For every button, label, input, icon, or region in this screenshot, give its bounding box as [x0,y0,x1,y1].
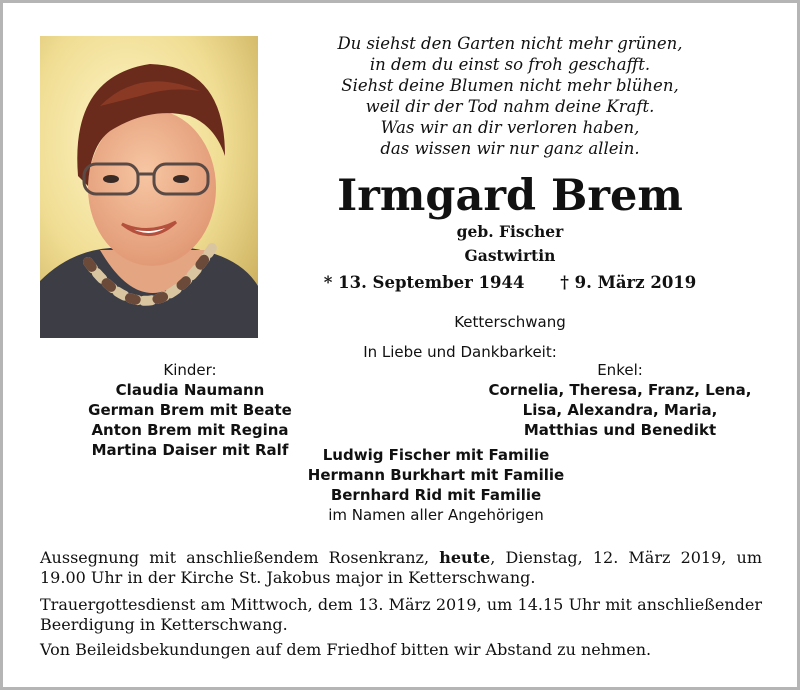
occupation: Gastwirtin [464,246,556,265]
child-name: Claudia Naumann [115,381,265,399]
grandchildren-line: Lisa, Alexandra, Maria, [522,401,718,419]
poem-line: in dem du einst so froh geschafft. [369,55,651,74]
poem-line: Siehst deine Blumen nicht mehr blühen, [341,76,679,95]
grandchildren-label: Enkel: [597,361,643,379]
child-name: Martina Daiser mit Ralf [91,441,289,459]
poem-line: weil dir der Tod nahm deine Kraft. [365,97,655,116]
grandchildren-block [460,360,780,440]
family-line: Ludwig Fischer mit Familie [322,446,550,464]
maiden-name: geb. Fischer [456,222,564,241]
family-line: Bernhard Rid mit Familie [330,486,542,504]
poem-line: das wissen wir nur ganz allein. [380,139,640,158]
family-footer: im Namen aller Angehörigen [328,506,544,524]
intro-line: In Liebe und Dankbarkeit: [363,343,557,361]
child-name: German Brem mit Beate [88,401,292,419]
blessing-text: Aussegnung mit anschließendem Rosenkranz, [40,548,440,567]
family-line: Hermann Burkhart mit Familie [307,466,565,484]
life-dates [300,271,720,295]
blessing-text-rest: , Dienstag, 12. März 2019, um 19.00 Uhr in der Kirche St. Jakobus major in Ketterschwang. [40,548,762,587]
grandchildren-line: Matthias und Benedikt [523,421,717,439]
birth-date: * 13. September 1944 [323,273,525,292]
poem [300,33,720,159]
condolence-notice: Von Beileidsbekundungen auf dem Friedhof bitten wir Abstand zu nehmen. [40,640,652,659]
children-label: Kinder: [163,361,217,379]
poem-line: Was wir an dir verloren haben, [380,118,640,137]
portrait-photo [40,36,258,338]
blessing-today: heute [439,548,491,567]
deceased-name: Irmgard Brem [337,171,683,221]
blessing-notice [40,548,762,588]
family-block [286,445,586,525]
poem-line: Du siehst den Garten nicht mehr grünen, [337,34,683,53]
death-date: † 9. März 2019 [560,273,697,292]
grandchildren-line: Cornelia, Theresa, Franz, Lena, [488,381,752,399]
child-name: Anton Brem mit Regina [91,421,289,439]
service-notice: Trauergottesdienst am Mittwoch, dem 13. März 2019, um 14.15 Uhr mit anschließender Beerdigung in Ketterschwang. [40,595,762,634]
place: Ketterschwang [454,313,566,331]
